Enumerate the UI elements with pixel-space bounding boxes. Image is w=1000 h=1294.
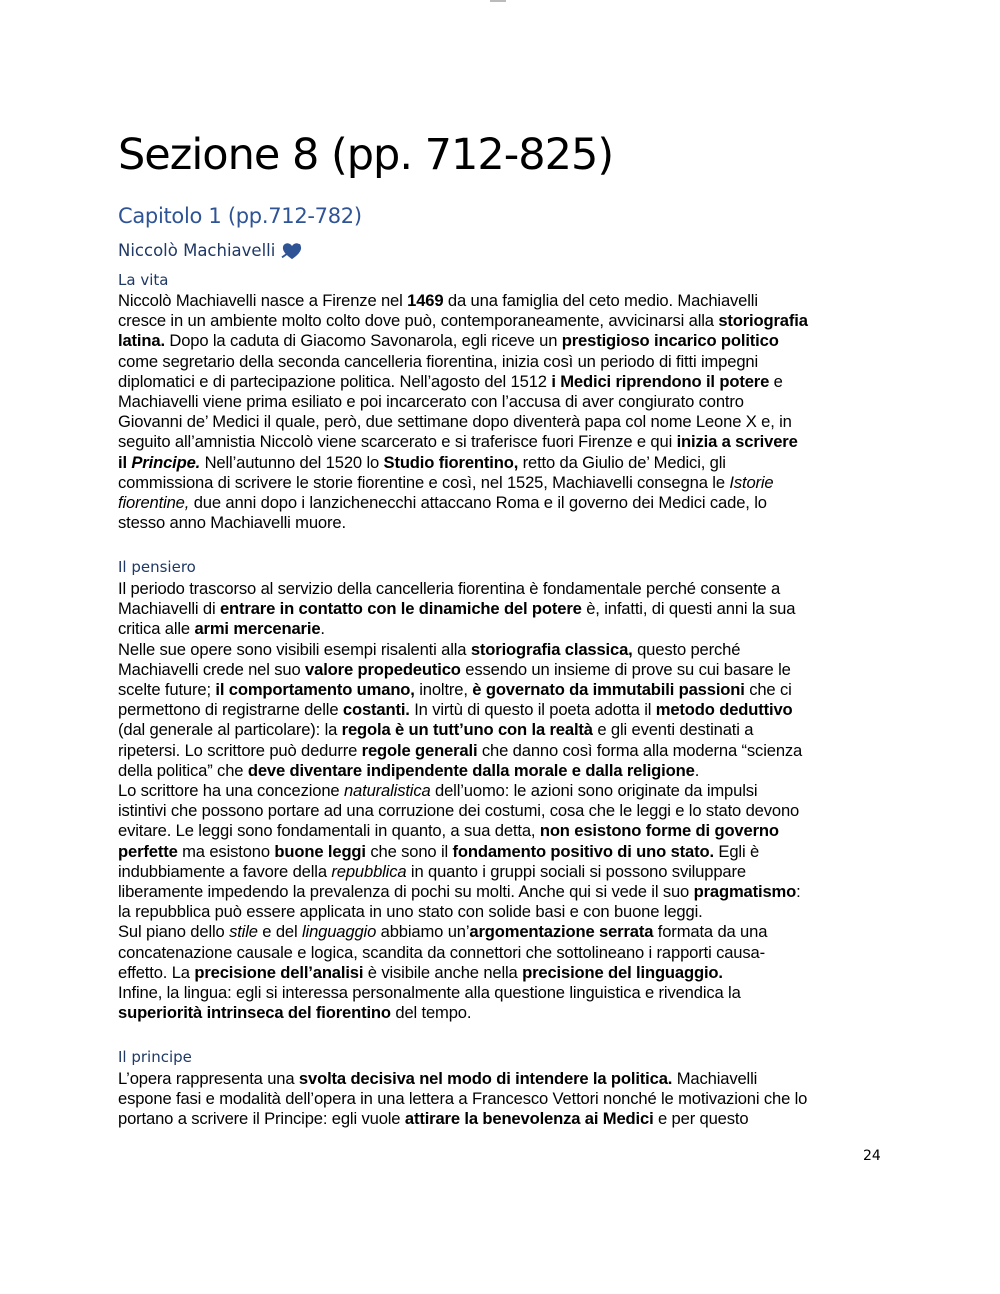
text-run: seguito all’amnistia Niccolò viene scarcerato e si traferisce fuori Firenze e qui: [118, 432, 677, 452]
emphasis-run: entrare in contatto con le dinamiche del potere: [219, 599, 582, 619]
text-line: [118, 513, 888, 533]
emphasis-run: fiorentine,: [118, 493, 190, 513]
text-run: e del: [257, 922, 302, 942]
emphasis-run: i Medici riprendono il potere: [551, 371, 770, 391]
text-run: evitare. Le leggi sono fondamentali in quanto, a sua detta,: [118, 821, 540, 841]
text-line: [118, 680, 888, 700]
section-body-vita: [118, 291, 888, 533]
text-line: [118, 579, 888, 599]
text-line: [118, 432, 888, 452]
emphasis-run: deve diventare indipendente dalla morale e dalla religione: [247, 760, 695, 780]
text-run: essendo un insieme di prove su cui basare le: [460, 659, 791, 679]
text-run: ma esistono: [177, 841, 275, 861]
text-run: Giovanni de’ Medici il quale, però, due settimane dopo diventerà papa col nome Leone X e, in: [118, 412, 792, 432]
text-run: la repubblica può essere applicata in uno stato con solide basi e con buone leggi.: [118, 902, 703, 922]
emphasis-run: metodo deduttivo: [655, 700, 793, 720]
section-heading-pensiero: Il pensiero: [118, 558, 196, 576]
page-number: 24: [863, 1148, 881, 1164]
text-line: [118, 1109, 888, 1129]
text-run: Egli è: [713, 841, 760, 861]
text-line: [118, 922, 888, 942]
emphasis-run: svolta decisiva nel modo di intendere la politica.: [298, 1069, 673, 1088]
text-line: [118, 473, 888, 493]
text-run: critica alle: [118, 619, 195, 639]
section-body-pensiero: [118, 579, 888, 1023]
text-line: [118, 983, 888, 1003]
text-line: [118, 801, 888, 821]
emphasis-run: pragmatismo: [693, 882, 797, 902]
text-run: Lo scrittore ha una concezione: [118, 781, 344, 801]
emphasis-run: fondamento positivo di uno stato.: [452, 841, 714, 861]
author-heading: [118, 238, 303, 264]
text-line: [118, 599, 888, 619]
emphasis-run: regole generali: [361, 740, 478, 760]
emphasis-run: Istorie: [729, 472, 774, 492]
text-run: e per questo: [653, 1109, 749, 1129]
text-run: (dal generale al particolare): la: [118, 720, 342, 740]
text-run: espone fasi e modalità dell’opera in una lettera a Francesco Vettori nonché le motivazioni che lo: [118, 1089, 808, 1109]
text-line: [118, 821, 888, 841]
text-run: concatenazione causale e logica, scandita da connettori che sottolineano i rapporti causa-: [118, 942, 765, 962]
text-run: che danno così forma alla moderna “scienza: [477, 740, 803, 760]
text-run: Machiavelli crede nel suo: [118, 659, 306, 679]
emphasis-run: Studio fiorentino,: [383, 452, 519, 472]
emphasis-run: argomentazione serrata: [469, 922, 654, 942]
text-line: [118, 862, 888, 882]
text-line: [118, 1069, 888, 1089]
emphasis-run: storiografia: [718, 311, 808, 331]
text-run: In virtù di questo il poeta adotta il: [409, 700, 656, 720]
emphasis-run: precisione del linguaggio.: [522, 962, 723, 982]
text-line: [118, 842, 888, 862]
text-line: [118, 902, 888, 922]
text-line: [118, 291, 888, 311]
text-run: permettono di registrarne delle: [118, 700, 343, 720]
text-run: Niccolò Machiavelli nasce a Firenze nel: [118, 291, 408, 310]
text-run: della politica” che: [118, 760, 248, 780]
text-run: Il periodo trascorso al servizio della cancelleria fiorentina è fondamentale perché consente a: [118, 579, 781, 598]
text-run: e gli eventi destinati a: [592, 720, 754, 740]
text-line: [118, 781, 888, 801]
text-line: [118, 619, 888, 639]
emphasis-run: il: [118, 452, 132, 472]
text-run: come segretario della seconda cancelleria fiorentina, inizia così un periodo di fitti impegni: [118, 351, 759, 371]
text-line: [118, 882, 888, 902]
text-run: stesso anno Machiavelli muore.: [118, 513, 346, 533]
text-line: [118, 720, 888, 740]
text-run: :: [796, 882, 801, 902]
chapter-title: Capitolo 1 (pp.712-782): [118, 204, 362, 228]
emphasis-run: non esistono forme di governo: [539, 821, 779, 841]
text-run: che ci: [744, 680, 792, 700]
text-line: [118, 392, 888, 412]
text-line: [118, 1003, 888, 1023]
emphasis-run: buone leggi: [274, 841, 366, 861]
page-title: Sezione 8 (pp. 712-825): [118, 130, 614, 180]
text-run: commissiona di scrivere le storie fiorentine e così, nel 1525, Machiavelli consegna le: [118, 472, 730, 492]
text-run: Infine, la lingua: egli si interessa personalmente alla questione linguistica e rivendica la: [118, 983, 741, 1003]
text-run: questo perché: [632, 639, 741, 659]
text-run: Machiavelli viene prima esiliato e poi incarcerato con l’accusa di aver congiurato contro: [118, 392, 744, 412]
text-run: indubbiamente a favore della: [118, 861, 332, 881]
text-line: [118, 352, 888, 372]
text-line: [118, 331, 888, 351]
section-heading-principe: Il principe: [118, 1048, 192, 1066]
emphasis-run: perfette: [118, 841, 178, 861]
text-line: [118, 372, 888, 392]
text-run: Sul piano dello: [118, 922, 230, 942]
text-run: .: [320, 619, 325, 639]
text-run: in quanto i gruppi sociali si possono sviluppare: [406, 861, 746, 881]
emphasis-run: prestigioso incarico politico: [561, 331, 779, 351]
text-run: è, infatti, di questi anni la sua: [581, 599, 796, 619]
text-line: [118, 660, 888, 680]
text-run: portano a scrivere il Principe: egli vuole: [118, 1109, 405, 1129]
text-run: che sono il: [365, 841, 453, 861]
text-line: [118, 493, 888, 513]
section-heading-vita: La vita: [118, 271, 169, 289]
emphasis-run: Principe.: [131, 452, 201, 472]
emphasis-run: stile: [229, 922, 258, 942]
emphasis-run: 1469: [407, 291, 444, 310]
emphasis-run: attirare la benevolenza ai Medici: [404, 1109, 654, 1129]
text-run: L’opera rappresenta una: [118, 1069, 299, 1088]
text-run: .: [694, 760, 700, 780]
text-line: [118, 741, 888, 761]
text-run: Dopo la caduta di Giacomo Savonarola, egli riceve un: [164, 331, 562, 351]
emphasis-run: è governato da immutabili passioni: [472, 680, 745, 700]
text-run: diplomatici e di partecipazione politica. Nell’agosto del 1512: [118, 371, 552, 391]
section-body-principe: [118, 1069, 888, 1130]
text-run: Machiavelli di: [118, 599, 220, 619]
emphasis-run: storiografia classica,: [470, 639, 633, 659]
emphasis-run: linguaggio: [302, 922, 377, 942]
text-run: inoltre,: [414, 680, 473, 700]
emphasis-run: precisione dell’analisi: [194, 962, 364, 982]
text-line: [118, 963, 888, 983]
emphasis-run: repubblica: [331, 861, 407, 881]
text-line: [118, 943, 888, 963]
text-run: e: [769, 371, 783, 391]
text-run: del tempo.: [390, 1003, 472, 1023]
emphasis-run: latina.: [118, 331, 165, 351]
text-run: ripetersi. Lo scrittore può dedurre: [118, 740, 362, 760]
text-run: dell’uomo: le azioni sono originate da impulsi: [430, 781, 758, 801]
text-run: è visibile anche nella: [363, 962, 523, 982]
text-line: [118, 412, 888, 432]
emphasis-run: naturalistica: [343, 781, 431, 801]
text-run: liberamente impedendo la prevalenza di pochi su molti. Anche qui si vede il suo: [118, 882, 694, 902]
text-line: [118, 1089, 888, 1109]
text-run: retto da Giulio de’ Medici, gli: [518, 452, 726, 472]
text-line: [118, 311, 888, 331]
text-run: da una famiglia del ceto medio. Machiavelli: [443, 291, 758, 310]
emphasis-run: valore propedeutico: [305, 659, 461, 679]
emphasis-run: regola è un tutt’uno con la realtà: [341, 720, 593, 740]
text-run: cresce in un ambiente molto colto dove può, contemporaneamente, avvicinarsi alla: [118, 311, 719, 331]
text-line: [118, 700, 888, 720]
text-run: Nelle sue opere sono visibili esempi risalenti alla: [118, 639, 471, 659]
header-mark: [490, 0, 506, 2]
text-run: due anni dopo i lanzichenecchi attaccano Roma e il governo dei Medici cade, lo: [189, 493, 767, 513]
author-name: Niccolò Machiavelli: [118, 241, 276, 260]
text-run: istintivi che possono portare ad una corruzione dei costumi, cosa che le leggi e lo stato devono: [118, 801, 800, 821]
text-run: effetto. La: [118, 962, 195, 982]
heart-arrow-icon: [281, 241, 303, 261]
text-run: scelte future;: [118, 680, 216, 700]
emphasis-run: inizia a scrivere: [676, 432, 798, 452]
text-line: [118, 761, 888, 781]
text-line: [118, 640, 888, 660]
emphasis-run: superiorità intrinseca del fiorentino: [118, 1003, 391, 1023]
emphasis-run: il comportamento umano,: [215, 680, 415, 700]
text-run: formata da una: [653, 922, 768, 942]
text-run: Machiavelli: [672, 1069, 758, 1088]
text-line: [118, 453, 888, 473]
emphasis-run: armi mercenarie: [194, 619, 321, 639]
emphasis-run: costanti.: [342, 700, 410, 720]
text-run: Nell’autunno del 1520 lo: [200, 452, 384, 472]
text-run: abbiamo un’: [376, 922, 470, 942]
